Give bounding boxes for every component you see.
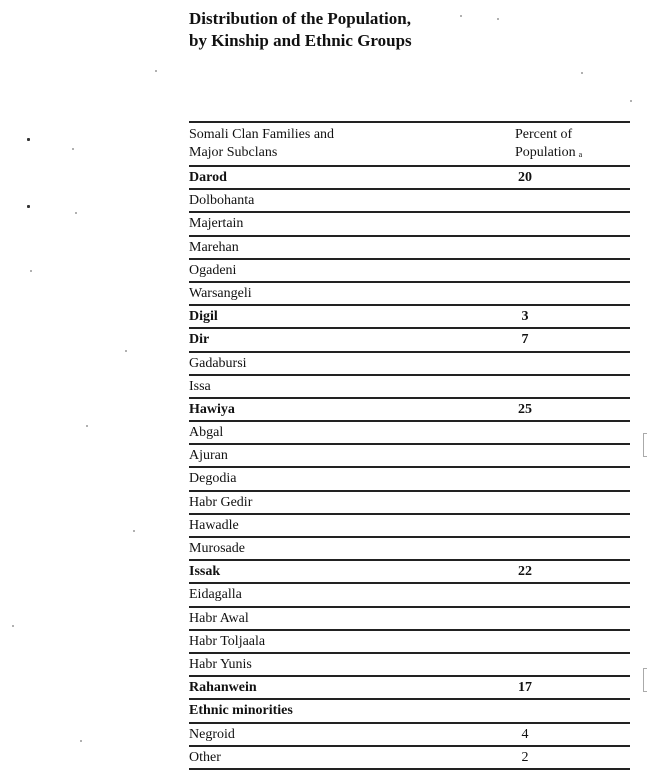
row-name: Eidagalla bbox=[189, 587, 242, 603]
table-row-group bbox=[189, 399, 630, 422]
page-title bbox=[189, 8, 412, 52]
row-percent: 3 bbox=[521, 309, 529, 325]
row-name: Habr Yunis bbox=[189, 656, 252, 672]
table-row-group bbox=[189, 167, 630, 190]
scan-speck bbox=[12, 625, 14, 627]
title-line-2: by Kinship and Ethnic Groups bbox=[189, 31, 412, 50]
table-row bbox=[189, 422, 630, 445]
table-row bbox=[189, 724, 630, 747]
table-body bbox=[189, 167, 630, 770]
row-percent: 20 bbox=[518, 170, 532, 185]
row-name: Other bbox=[189, 749, 221, 765]
row-name: Ajuran bbox=[189, 448, 228, 464]
table-header bbox=[189, 123, 630, 167]
row-name: Warsangeli bbox=[189, 285, 252, 301]
table-row bbox=[189, 492, 630, 515]
header-percent-label: Population bbox=[515, 145, 576, 160]
table-row bbox=[189, 213, 630, 236]
table-row bbox=[189, 283, 630, 306]
row-name: Ethnic minorities bbox=[189, 703, 293, 719]
header-clan-line-1: Somali Clan Families and bbox=[189, 127, 335, 142]
scan-speck bbox=[27, 205, 30, 208]
scan-speck bbox=[155, 70, 157, 72]
row-name: Habr Toljaala bbox=[189, 633, 266, 649]
scan-speck bbox=[75, 212, 77, 214]
scan-speck bbox=[80, 740, 82, 742]
row-name: Issak bbox=[189, 564, 221, 580]
row-name: Issa bbox=[189, 378, 211, 394]
table-row bbox=[189, 376, 630, 399]
scan-speck bbox=[27, 138, 30, 141]
table-row bbox=[189, 237, 630, 260]
scan-speck bbox=[630, 100, 632, 102]
row-name: Degodia bbox=[189, 471, 237, 487]
row-name: Rahanwein bbox=[189, 680, 257, 696]
scan-speck bbox=[497, 18, 499, 20]
scan-bracket bbox=[643, 433, 647, 457]
row-percent: 7 bbox=[521, 332, 529, 348]
row-name: Negroid bbox=[189, 726, 235, 742]
row-name: Darod bbox=[189, 170, 227, 185]
row-name: Habr Awal bbox=[189, 610, 249, 626]
scan-bracket bbox=[643, 668, 647, 692]
row-name: Hawadle bbox=[189, 517, 239, 533]
table-row bbox=[189, 631, 630, 654]
table-row bbox=[189, 260, 630, 283]
header-percent-line-2 bbox=[515, 144, 582, 162]
row-percent: 17 bbox=[518, 680, 532, 696]
row-percent: 2 bbox=[521, 749, 529, 765]
scan-speck bbox=[86, 425, 88, 427]
header-clan-column bbox=[189, 126, 334, 162]
table-row bbox=[189, 584, 630, 607]
table-row-group bbox=[189, 329, 630, 352]
row-name: Hawiya bbox=[189, 401, 235, 417]
table-row bbox=[189, 515, 630, 538]
row-percent: 25 bbox=[518, 401, 532, 417]
row-name: Gadabursi bbox=[189, 355, 247, 371]
population-table bbox=[189, 121, 630, 770]
row-name: Dolbohanta bbox=[189, 193, 255, 209]
table-row bbox=[189, 538, 630, 561]
row-name: Habr Gedir bbox=[189, 494, 253, 510]
row-name: Digil bbox=[189, 309, 218, 325]
table-row-group bbox=[189, 700, 630, 723]
row-name: Majertain bbox=[189, 216, 244, 232]
scan-speck bbox=[30, 270, 32, 272]
table-row-group bbox=[189, 561, 630, 584]
scan-speck bbox=[581, 72, 583, 74]
row-name: Marehan bbox=[189, 239, 239, 255]
table-row bbox=[189, 747, 630, 770]
footnote-mark: a bbox=[578, 150, 583, 159]
row-percent: 22 bbox=[518, 564, 532, 580]
scan-speck bbox=[125, 350, 127, 352]
table-row-group bbox=[189, 677, 630, 700]
row-name: Murosade bbox=[189, 541, 245, 556]
scan-speck bbox=[72, 148, 74, 150]
table-row bbox=[189, 468, 630, 491]
table-row bbox=[189, 654, 630, 677]
scan-speck bbox=[460, 15, 462, 17]
row-name: Dir bbox=[189, 332, 210, 348]
scan-speck bbox=[133, 530, 135, 532]
row-name: Ogadeni bbox=[189, 262, 237, 278]
table-row bbox=[189, 190, 630, 213]
table-row bbox=[189, 608, 630, 631]
header-percent-line-1: Percent of bbox=[515, 127, 573, 142]
header-percent-column bbox=[515, 126, 582, 162]
row-percent: 4 bbox=[521, 726, 529, 742]
table-row bbox=[189, 353, 630, 376]
header-clan-line-2: Major Subclans bbox=[189, 145, 278, 160]
table-row bbox=[189, 445, 630, 468]
table-row-group bbox=[189, 306, 630, 329]
title-line-1: Distribution of the Population, bbox=[189, 9, 411, 28]
row-name: Abgal bbox=[189, 425, 224, 441]
